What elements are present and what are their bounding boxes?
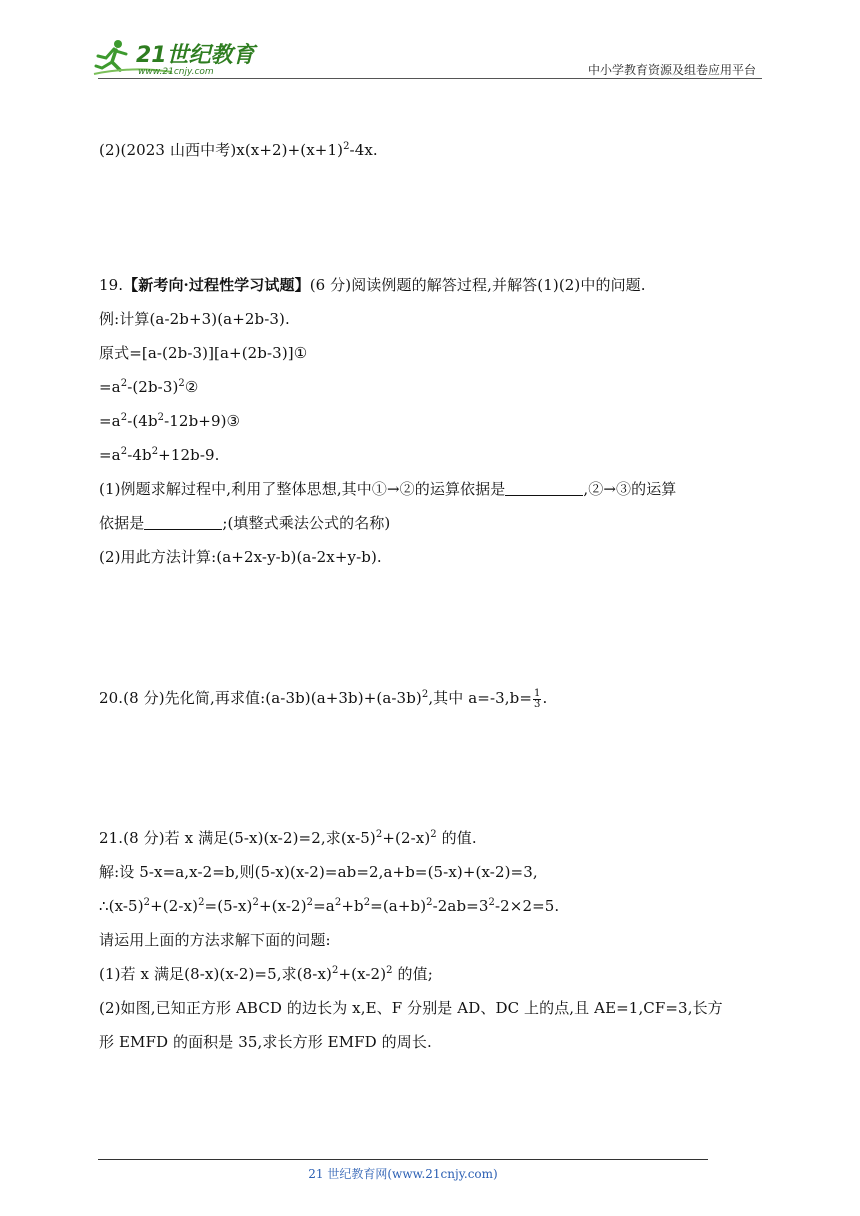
answer-blank-2[interactable] [144, 515, 222, 530]
q19-step4: $=a^2-4b^2+12b-9$. [99, 446, 220, 464]
logo-text: 21世纪教育 [136, 43, 255, 68]
q19-step2: $=a^2-(2b-3)^2②$ [99, 378, 199, 396]
q21-part1: (1)若 x 满足(8-x)(x-2)=5,求$(8-x)^2+(x-2)^2$ 的值; [99, 965, 433, 983]
platform-name: 中小学教育资源及组卷应用平台 [587, 63, 756, 77]
q19-part2: (2)用此方法计算:(a+2x-y-b)(a-2x+y-b). [99, 548, 382, 566]
q21-solution-2: $\therefore(x-5)^2+(2-x)^2=(5-x)^2+(x-2)^2=a^2+b^2=(a+b)^2-2ab=3^2-2\times 2=5$. [99, 897, 560, 915]
q19-example: 例:计算(a-2b+3)(a+2b-3). [99, 310, 290, 328]
q19-step3: $=a^2-(4b^2-12b+9)③$ [99, 412, 241, 430]
q21-part2: (2)如图,已知正方形 ABCD 的边长为 x,E、F 分别是 AD、DC 上的点,且 AE=1,CF=3,长方 [99, 999, 723, 1017]
q20: 20.(8 分)先化简,再求值$:(a-3b)(a+3b)+(a-3b)^2$,其中 a=-3,b= $\frac{1}{3}$ . [99, 687, 548, 710]
header-divider [98, 78, 762, 79]
q21-instruction: 请运用上面的方法求解下面的问题: [99, 931, 331, 949]
footer-link[interactable]: 21 世纪教育网(www.21cnjy.com) [308, 1167, 498, 1181]
q19-step1: 原式=[a-(2b-3)][a+(2b-3)]① [99, 344, 308, 362]
q19-title: 19.【新考向·过程性学习试题】(6 分)阅读例题的解答过程,并解答(1)(2)中的问题. [99, 276, 646, 294]
fraction-one-third: $\frac{1}{3}$ [534, 687, 541, 710]
q19-part1: (1)例题求解过程中,利用了整体思想,其中①→②的运算依据是 ,②→③的运算 [99, 480, 677, 498]
q19-tag: 【新考向·过程性学习试题】 [123, 276, 310, 294]
footer-divider [98, 1159, 708, 1160]
site-logo [92, 36, 262, 80]
q21-title: 21.(8 分)若 x 满足(5-x)(x-2)=2,求$(x-5)^2+(2-x)^2$ 的值. [99, 829, 477, 847]
answer-blank-1[interactable] [505, 481, 583, 496]
q21-solution-1: 解:设 5-x=a,x-2=b,则(5-x)(x-2)=ab=2,a+b=(5-x)+(x-2)=3, [99, 863, 538, 881]
logo-url: www.21cnjy.com [138, 67, 214, 77]
q21-part2-cont: 形 EMFD 的面积是 35,求长方形 EMFD 的周长. [99, 1033, 432, 1051]
q19-part1-cont: 依据是 ;(填整式乘法公式的名称) [99, 514, 391, 532]
q18-part2: (2)(2023 山西中考)$x(x+2)+(x+1)^2-4x$. [99, 141, 378, 159]
